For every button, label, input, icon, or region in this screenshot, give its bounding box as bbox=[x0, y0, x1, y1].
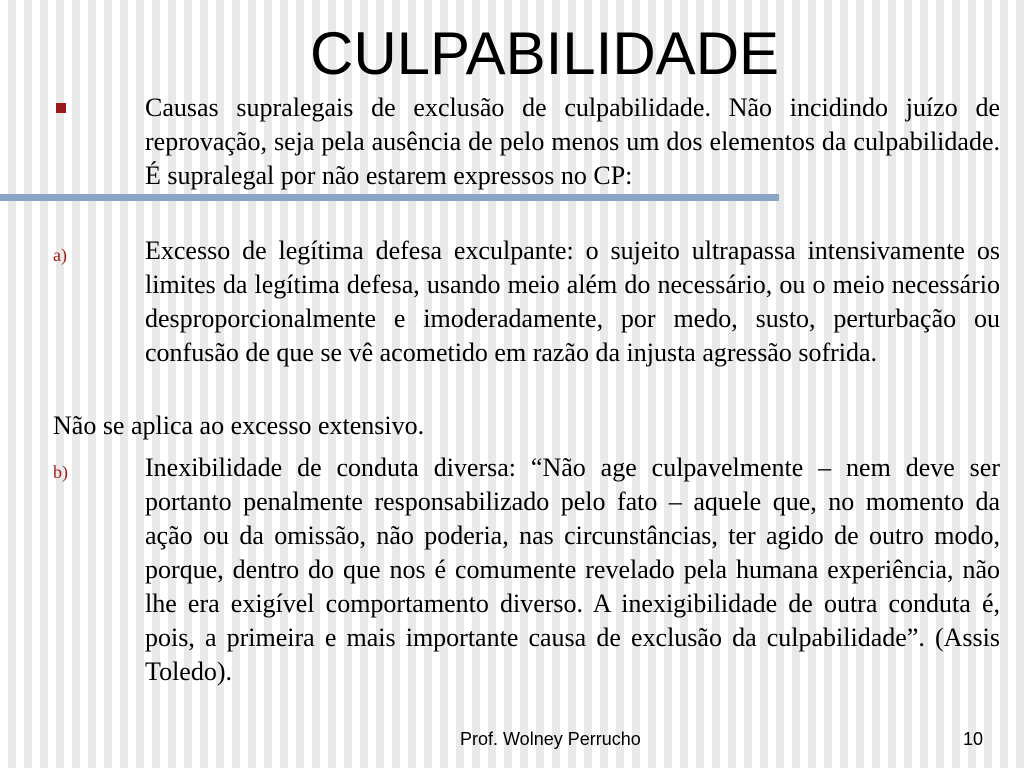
item-b-text: Inexibilidade de conduta diversa: “Não age culpavelmente – nem deve ser portanto penalmente responsabilizado pelo fato – aquele que, no momento da ação ou da omissão, não poderia, nas circunstâncias, ter agido de outro modo, porque, dentro do que nos é comumente revelado pela humana experiência, não lhe era exigível comportamento diverso. A inexigibilidade de outra conduta é, pois, a primeira e mais importante causa de exclusão da culpabilidade”. (Assis Toledo). bbox=[145, 453, 1000, 686]
footer-page-number: 10 bbox=[963, 729, 984, 749]
list-marker-a: a) bbox=[53, 245, 67, 265]
footer-author: Prof. Wolney Perrucho bbox=[460, 729, 641, 749]
item-a-text: Excesso de legítima defesa exculpante: o sujeito ultrapassa intensivamente os limites da legítima defesa, usando meio além do necessário, ou o meio necessário desproporcionalmente e imoderadamente, por medo, susto, perturbação ou confusão de que se vê acometido em razão da injusta agressão sofrida. bbox=[145, 236, 1000, 367]
slide-title: CULPABILIDADE bbox=[310, 20, 780, 87]
square-bullet-icon bbox=[56, 103, 66, 113]
intro-paragraph: Causas supralegais de exclusão de culpabilidade. Não incidindo juízo de reprovação, seja pela ausência de pelo menos um dos elementos da culpabilidade. É supralegal por não estarem expressos no CP: bbox=[145, 93, 1000, 190]
note-text: Não se aplica ao excesso extensivo. bbox=[53, 411, 425, 440]
list-marker-b: b) bbox=[53, 462, 68, 482]
